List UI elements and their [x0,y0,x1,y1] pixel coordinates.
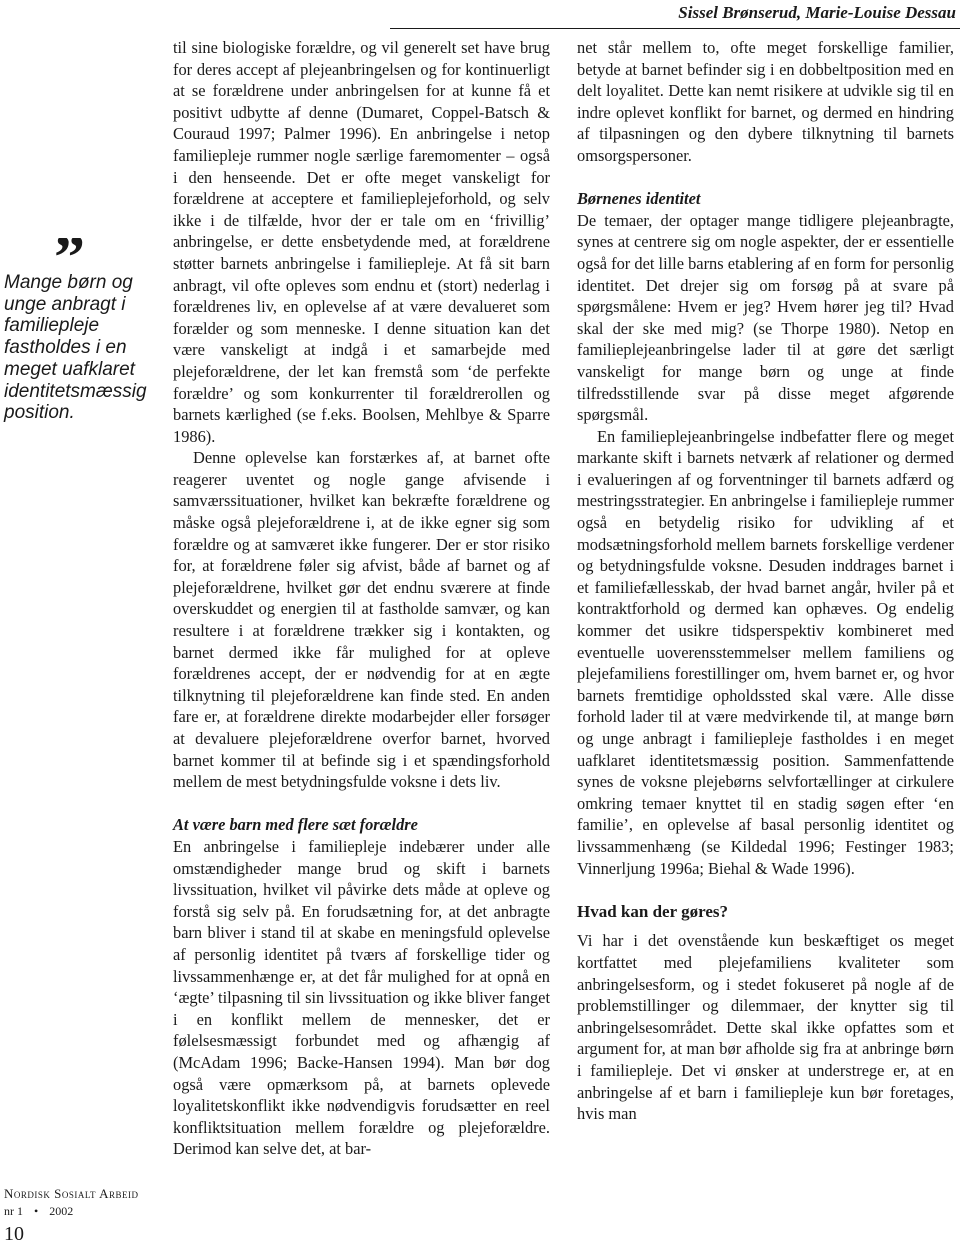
issue-year: 2002 [49,1204,74,1218]
paragraph: En familieplejeanbringelse indbefatter flere og meget markante skift i barnets netværk af relationer og dermed i evalueringen af og forventninger til barnets adfærd og mestringsstrategier. En anbringelse i familiepleje rummer også en betydelig risiko for udvikling af et modsætningsforhold mellem barnets forskellige verdener og betydningsfulde voksne. Desuden inddrages barnet i et familiefællesskab, der hvad barnet angår, hviler på et kontraktforhold og dermed kan ophæves. Og endelig kommer det usikre tidsperspektiv kombineret med eventuelle uoverensstemmelser mellem familiens og plejefamiliens forestillinger om, hvem barnet er, og hvor barnets fremtidige opholdssted skal være. Alle disse forhold lader til at være medvirkende til, at mange børn og unge anbragt i familiepleje fastholdes i en meget uafklaret identitetsmæssig position. Sammenfattende synes de voksne plejebørns selvfortællinger at cirkulere omkring temaer knyttet til en stadig søgen efter ‘en familie’, en oplevelse af basal personlig identitet og livssammenhæng (se Kildedal 1996; Festinger 1983; Vinnerljung 1996a; Biehal & Wade 1996). [577,426,954,878]
quote-mark-icon: ” [54,238,85,272]
section-heading: Hvad kan der gøres? [577,901,728,921]
page-number: 10 [4,1223,24,1245]
pull-quote-text: Mange børn og unge anbragt i familiepleje fastholdes i en meget uafklaret identitetsmæssig position. [4,272,147,424]
paragraph: En anbringelse i familiepleje indebærer under alle omstændigheder mange brud og skift i barnets livssituation, hvilket vil påvirke dets måde at opleve og forstå sig selv på. En forudsætning for, at det anbragte barn bliver i stand til at skabe en meningsfuld oplevelse af personlig identitet på tværs af forskellige tider og livssammenhænge er, at det får mulighed for at opnå en ‘ægte’ tilpasning til sin livssituation og ikke bliver fanget i en konflikt mellem de mennesker, det er følelsesmæssigt forbundet med og afhængig af (McAdam 1996; Backe-Hansen 1994). Man bør dog også være opmærksom på, at barnets oplevede loyalitetskonflikt ikke nødvendigvis forudsætter en reel konfliktsituation mellem forældre og plejeforældre. Derimod kan selve det, at bar- [173,836,550,1159]
bullet-separator: • [34,1204,39,1218]
issue-label: nr 1 [4,1204,23,1218]
page-footer [4,1186,144,1246]
text-column-right [577,37,954,1125]
subheading: At være barn med flere sæt forældre [173,815,418,835]
paragraph: Denne oplevelse kan forstærkes af, at barnet ofte reagerer uventet og nogle gange afvisende i samværssituationer, hvilket kan bekræfte forældrene og måske også plejeforældrene i, at de ikke egner sig som forældre og at samværet ikke fungerer. Der er stor risiko for, at forældrene føler sig afvist, både af barnet og af plejeforældrene, hvilket gør det endnu sværere at finde overskuddet og energien til at fastholde samvær, og kan resultere i at forældrene trækker sig i kontakten, og barnet dermed ikke får mulighed for at opleve forældrenes accept, der er nødvendig for at en ægte tilknytning til plejeforældrene kan finde sted. En anden fare er, at forældrene direkte modarbejder eller forsøger at devaluere plejeforældrene overfor barnet, hvorved barnet kommer til at befinde sig i et spændingsforhold mellem de mest betydningsfulde voksne i dets liv. [173,448,550,792]
subheading: Børnenes identitet [577,189,701,209]
pull-quote [4,238,154,424]
header-authors: Sissel Brønserud, Marie-Louise Dessau [678,3,956,22]
paragraph: net står mellem to, ofte meget forskellige familier, betyde at barnet befinder sig i en dobbeltposition med en delt loyalitet. Dette kan nemt risikere at udvikle sig til en indre oplevet konflikt for barnet, og dermed en hindring af tilpasningen og den dybere tilknytning til barnets omsorgspersoner. [577,38,954,165]
paragraph-spacer [577,167,954,189]
running-header [390,0,960,29]
paragraph: De temaer, der optager mange tidligere plejeanbragte, synes at centrere sig om nogle aspekter, der er essentielle også for det lille barns etablering af en form for personlig identitet. Det drejer sig om forsøg på at svare på spørgsmålene: Hvem er jeg? Hvem hører jeg til? Hvad skal der ske med mig? (se Thorpe 1980). Netop en familieplejeanbringelse lader til at gøre det særligt vanskeligt for mange børn og unge at finde tilfredsstillende svar på disse meget afgørende spørgsmål. [577,210,954,425]
text-column-left [173,37,550,1160]
issue-line [4,1204,144,1219]
paragraph: Vi har i det ovenstående kun beskæftiget os meget kortfattet med plejefamiliens kvaliteter som anbringelsesform, og i stedet fokuseret på nogle af de problemstillinger og dilemmaer, der knytter sig til anbringelsesområdet. Dette skal ikke opfattes som et argument for, at man bør afholde sig fra at anbringe børn i familiepleje. Det vi ønsker at understrege er, at en anbringelse af et barn i familiepleje kun bør foretages, hvis man [577,931,954,1124]
paragraph: til sine biologiske forældre, og vil generelt set have brug for deres accept af plejeanbringelsen og for kontinuerligt at se forældrene under anbringelsen for at kunne få et positivt udbytte af denne (Dumaret, Coppel-Batsch & Couraud 1997; Palmer 1996). En anbringelse i netop familiepleje rummer nogle særlige faremomenter – også i den henseende. Det er ofte meget vanskeligt for forældrene at acceptere et familieplejeforhold, og selv ikke i de tilfælde, hvor der er tale om en ‘frivillig’ anbringelse, er dette ensbetydende med, at forældrene støtter barnets anbringelse i familiepleje. At få sit barn anbragt, vil ofte opleves som endnu et (stort) nederlag i forældrenes liv, en oplevelse af at være devalueret som forælder og som menneske. I denne situation kan det være vanskeligt at indgå i et samarbejde med plejeforældrene, der let kan fremstå som ‘de perfekte forældre’ og som konkurrenter til forældrerollen og barnets kærlighed (se f.eks. Boolsen, Mehlbye & Sparre 1986). [173,38,550,446]
paragraph-spacer [173,793,550,815]
journal-name: Nordisk Sosialt Arbeid [4,1186,139,1201]
paragraph-spacer [577,922,954,930]
paragraph-spacer [577,879,954,901]
